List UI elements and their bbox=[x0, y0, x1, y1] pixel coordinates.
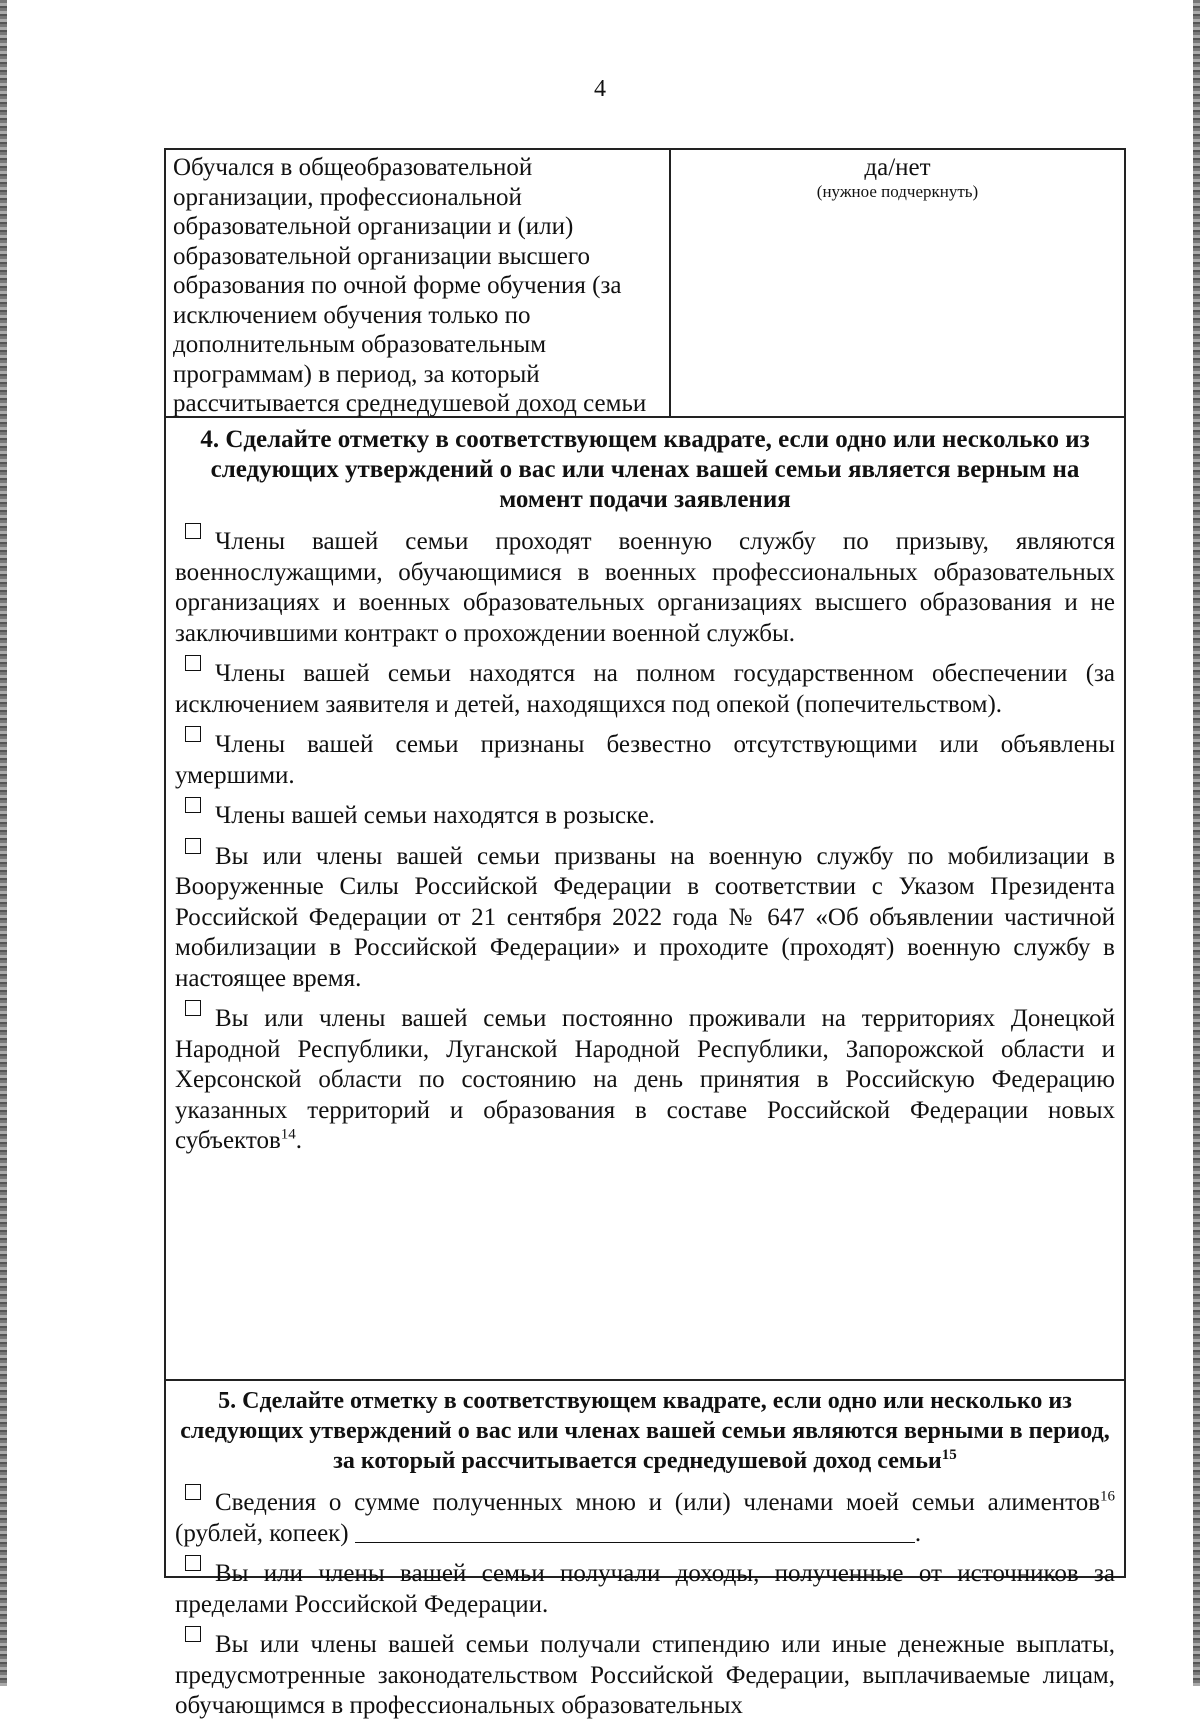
footnote-ref: 14 bbox=[280, 1126, 296, 1143]
checkbox-icon[interactable] bbox=[185, 523, 201, 539]
footnote-ref: 16 bbox=[1100, 1488, 1115, 1505]
section-5-item-1 bbox=[175, 1484, 1115, 1549]
underline-note: (нужное подчеркнуть) bbox=[816, 182, 979, 201]
checkbox-icon[interactable] bbox=[185, 726, 201, 742]
checkbox-icon[interactable] bbox=[185, 655, 201, 671]
item-text: Члены вашей семьи признаны безвестно отсутствующими или объявлены умершими. bbox=[175, 731, 1115, 789]
alimony-amount-field[interactable] bbox=[355, 1520, 915, 1543]
checkbox-icon[interactable] bbox=[185, 1000, 201, 1016]
page-number: 4 bbox=[594, 76, 606, 102]
study-question-text: Обучался в общеобразовательной организации, профессиональной образовательной организации и (или) образовательной организации высшего образования по очной форме обучения (за исключением обучения только по дополнительным образовательным программам) в период, за который рассчитывается среднедушевой доход семьи bbox=[166, 150, 671, 416]
item-text: Вы или члены вашей семьи получали доходы, полученные от источников за пределами Российской Федерации. bbox=[175, 1560, 1115, 1618]
checkbox-icon[interactable] bbox=[185, 1626, 201, 1642]
section-4-item-4 bbox=[175, 797, 1115, 832]
section-4-item-3 bbox=[175, 726, 1115, 791]
checkbox-icon[interactable] bbox=[185, 1555, 201, 1571]
study-question-row bbox=[166, 150, 1124, 418]
section-4-item-5 bbox=[175, 838, 1115, 995]
item-text: Члены вашей семьи находятся на полном государственном обеспечении (за исключением заявителя и детей, находящихся под опекой (попечительством). bbox=[175, 660, 1115, 718]
section-5-item-2 bbox=[175, 1555, 1115, 1620]
section-5-item-3 bbox=[175, 1626, 1115, 1722]
study-answer-cell bbox=[671, 150, 1124, 416]
scan-edge-left bbox=[0, 0, 7, 1686]
form-table bbox=[164, 148, 1126, 1719]
item-end: . bbox=[295, 1127, 303, 1154]
item-end: . bbox=[914, 1519, 922, 1547]
section-4 bbox=[166, 416, 1124, 1381]
yes-no-answer: да/нет bbox=[864, 154, 931, 181]
item-suffix: (рублей, копеек) bbox=[175, 1519, 355, 1547]
section-4-item-2 bbox=[175, 655, 1115, 720]
item-text: Члены вашей семьи проходят военную службу по призыву, являются военнослужащими, обучающимися в военных профессиональных образовательных организациях и военных образовательных организациях высшего образования и не заключившими контракт о прохождении военной службы. bbox=[175, 528, 1115, 647]
section-5 bbox=[166, 1381, 1124, 1719]
section-5-title bbox=[175, 1386, 1115, 1476]
checkbox-icon[interactable] bbox=[185, 797, 201, 813]
section-5-title-text: 5. Сделайте отметку в соответствующем квадрате, если одно или несколько из следующих утверждений о вас или членах вашей семьи являются верными в период, за который рассчитывается среднедушевой доход семьи bbox=[180, 1388, 1110, 1474]
scan-edge-right bbox=[1193, 0, 1200, 1686]
item-text: Вы или члены вашей семьи призваны на военную службу по мобилизации в Вооруженные Силы Российской Федерации в соответствии с Указом Президента Российской Федерации от 21 сентября 2022 года № 647 «Об объявлении частичной мобилизации в Российской Федерации» и проходите (проходят) военную службу в настоящее время. bbox=[175, 842, 1115, 992]
item-text: Члены вашей семьи находятся в розыске. bbox=[215, 802, 655, 829]
checkbox-icon[interactable] bbox=[185, 838, 201, 854]
checkbox-icon[interactable] bbox=[185, 1484, 201, 1500]
footnote-ref: 15 bbox=[941, 1447, 957, 1463]
item-text: Вы или члены вашей семьи получали стипендию или иные денежные выплаты, предусмотренные законодательством Российской Федерации, выплачиваемые лицам, обучающимся в профессиональных образовательных bbox=[175, 1631, 1115, 1719]
item-text: Вы или члены вашей семьи постоянно проживали на территориях Донецкой Народной Республики, Луганской Народной Республики, Запорожской области и Херсонской области по состоянию на день принятия в Российскую Федерацию указанных территорий и образования в составе Российской Федерации новых субъектов bbox=[175, 1005, 1115, 1154]
section-4-item-6 bbox=[175, 1000, 1115, 1157]
section-4-title: 4. Сделайте отметку в соответствующем квадрате, если одно или несколько из следующих утверждений о вас или членах вашей семьи является верным на момент подачи заявления bbox=[200, 426, 1090, 513]
section-4-item-1 bbox=[175, 523, 1115, 649]
item-text: Сведения о сумме полученных мною и (или) членами моей семьи алиментов bbox=[215, 1489, 1100, 1516]
